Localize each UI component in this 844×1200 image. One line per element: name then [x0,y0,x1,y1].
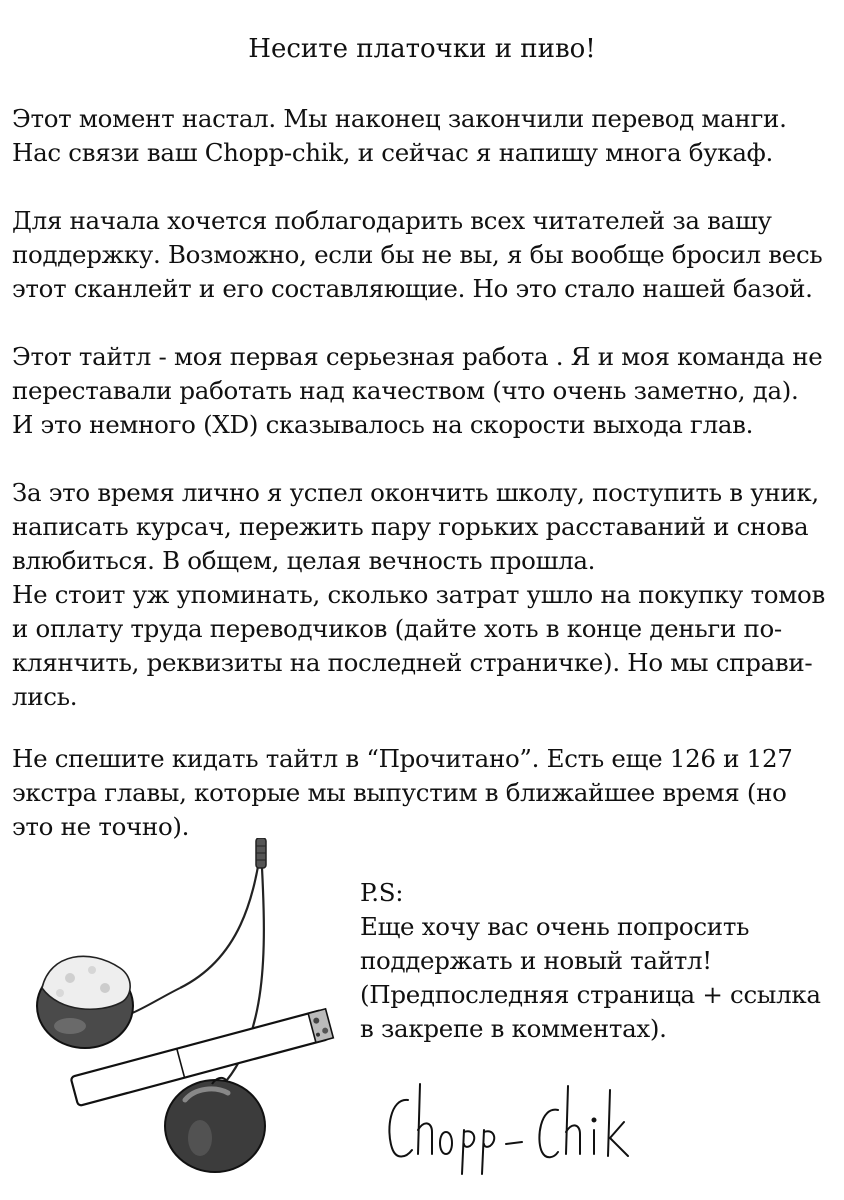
paragraph-first-work [12,340,838,442]
paragraph-extras [12,742,838,844]
cherries-and-cigarette-icon [30,838,350,1178]
paragraph-time [12,476,838,714]
text-line: (Предпоследняя страница + ссылка [360,980,821,1009]
text-line: влюбиться. В общем, целая вечность прошла. [12,546,596,575]
text-line: это не точно). [12,812,190,841]
text-line: Для начала хочется поблагодарить всех читателей за вашу [12,206,772,235]
signature [380,1070,680,1180]
postscript [360,876,830,1046]
text-line: Этот тайтл - моя первая серьезная работа . Я и моя команда не [12,342,823,371]
text-line: P.S: [360,878,404,907]
text-line: переставали работать над качеством (что очень заметно, да). [12,376,799,405]
text-line: Этот момент настал. Мы наконец закончили перевод манги. [12,104,787,133]
text-line: поддержать и новый тайтл! [360,946,712,975]
text-line: Еще хочу вас очень попросить [360,912,750,941]
text-line: За это время лично я успел окончить школу, поступить в уник, [12,478,819,507]
page-title: Несите платочки и пиво! [248,34,596,64]
paragraph-intro [12,102,838,170]
text-line: Не спешите кидать тайтл в “Прочитано”. Есть еще 126 и 127 [12,744,793,773]
text-line: И это немного (XD) сказывалось на скорости выхода глав. [12,410,754,439]
text-line: Нас связи ваш Chopp-chik, и сейчас я напишу многа букаф. [12,138,773,167]
text-line: и оплату труда переводчиков (дайте хоть в конце деньги по- [12,614,782,643]
text-line: поддержку. Возможно, если бы не вы, я бы вообще бросил весь [12,240,823,269]
text-line: клянчить, реквизиты на последней страничке). Но мы справи- [12,648,813,677]
paragraph-thanks [12,204,838,306]
text-line: написать курсач, пережить пару горьких расставаний и снова [12,512,809,541]
text-line: экстра главы, которые мы выпустим в ближайшее время (но [12,778,787,807]
text-line: в закрепе в комментах). [360,1014,667,1043]
text-line: лись. [12,682,78,711]
text-line: этот сканлейт и его составляющие. Но это стало нашей базой. [12,274,813,303]
text-line: Не стоит уж упоминать, сколько затрат ушло на покупку томов [12,580,825,609]
